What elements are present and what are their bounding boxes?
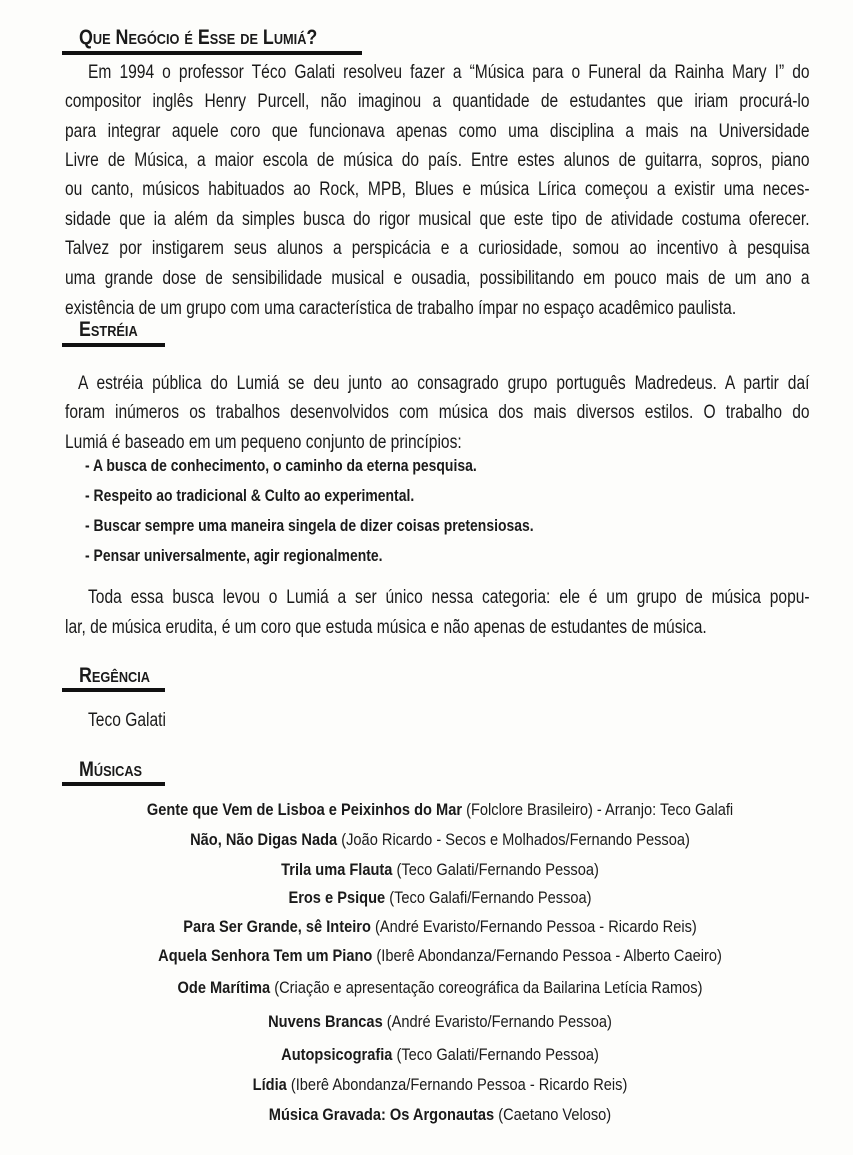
heading-underline [62, 688, 165, 692]
song-credits: (Caetano Veloso) [498, 1105, 612, 1124]
paragraph-line: para integrar aquele coro que funcionava apenas como uma disciplina a mais na Universidade [65, 121, 810, 142]
song-item [62, 1074, 819, 1096]
heading-underline [62, 51, 362, 55]
song-title: Não, Não Digas Nada [190, 830, 338, 849]
song-title: Gente que Vem de Lisboa e Peixinhos do Mar [146, 800, 463, 819]
principle-item: - Buscar sempre uma maneira singela de dizer coisas pretensiosas. [85, 516, 534, 535]
paragraph-line: foram inúmeros os trabalhos desenvolvidos com música dos mais diversos estilos. O trabalho do [65, 402, 810, 423]
song-item [62, 1104, 819, 1126]
song-title: Para Ser Grande, sê Inteiro [183, 917, 371, 936]
principle-item: - Pensar universalmente, agir regionalmente. [85, 546, 383, 565]
paragraph-line: sidade que ia além da simples busca do rigor musical que este tipo de atividade costuma oferecer. [65, 209, 810, 230]
paragraph-line: Em 1994 o professor Téco Galati resolveu fazer a “Música para o Funeral da Rainha Mary I” do [88, 62, 810, 83]
song-item [62, 799, 819, 821]
paragraph-line: Livre de Música, a maior escola de música do país. Entre estes alunos de guitarra, sopros, piano [65, 150, 810, 171]
song-item [62, 859, 819, 881]
song-title: Eros e Psique [288, 888, 386, 907]
song-credits: (Teco Galati/Fernando Pessoa) [396, 1045, 599, 1064]
principle-item: - A busca de conhecimento, o caminho da eterna pesquisa. [85, 456, 477, 475]
song-title: Aquela Senhora Tem um Piano [158, 946, 373, 965]
paragraph-line: Talvez por instigarem seus alunos a perspicácia e a curiosidade, somou ao incentivo à pesquisa [65, 238, 810, 259]
song-credits: (Teco Galafi/Fernando Pessoa) [389, 888, 592, 907]
conductor-name: Teco Galati [88, 710, 166, 731]
song-credits: (Iberê Abondanza/Fernando Pessoa - Alberto Caeiro) [376, 946, 722, 965]
song-item [62, 945, 819, 967]
heading-underline [62, 343, 165, 347]
paragraph-line: uma grande dose de sensibilidade musical e ousadia, possibilitando em pouco mais de um ano a [65, 268, 810, 289]
song-title: Música Gravada: Os Argonautas [268, 1105, 495, 1124]
paragraph-line: existência de um grupo com uma característica de trabalho ímpar no espaço acadêmico paulista. [65, 298, 737, 319]
heading-songs: Músicas [79, 758, 143, 781]
heading-underline [62, 782, 165, 786]
song-title: Autopsicografia [281, 1045, 393, 1064]
heading-about: Que Negócio é Esse de Lumiá? [79, 26, 318, 49]
song-item [62, 916, 819, 938]
heading-debut: Estréia [79, 318, 138, 341]
song-title: Lídia [252, 1075, 287, 1094]
song-item [62, 887, 819, 909]
song-credits: (André Evaristo/Fernando Pessoa - Ricardo Reis) [374, 917, 697, 936]
song-item [62, 829, 819, 851]
song-title: Nuvens Brancas [268, 1012, 383, 1031]
paragraph-line: A estréia pública do Lumiá se deu junto ao consagrado grupo português Madredeus. A partir daí [78, 373, 810, 394]
song-item [62, 1011, 819, 1033]
song-title: Trila uma Flauta [281, 860, 393, 879]
paragraph-line: compositor inglês Henry Purcell, não imaginou a quantidade de estudantes que iriam procurá-lo [65, 91, 810, 112]
song-credits: (Iberê Abondanza/Fernando Pessoa - Ricardo Reis) [290, 1075, 628, 1094]
paragraph-line: ou canto, músicos habituados ao Rock, MPB, Blues e música Lírica começou a existir uma neces- [65, 179, 810, 200]
song-title: Ode Marítima [177, 978, 271, 997]
song-credits: (João Ricardo - Secos e Molhados/Fernando Pessoa) [341, 830, 690, 849]
song-item [62, 1044, 819, 1066]
paragraph-line: Lumiá é baseado em um pequeno conjunto de princípios: [65, 432, 462, 453]
song-credits: (Teco Galati/Fernando Pessoa) [396, 860, 599, 879]
song-credits: (Criação e apresentação coreográfica da Bailarina Letícia Ramos) [274, 978, 703, 997]
heading-conducting: Regência [79, 664, 150, 687]
song-item [62, 977, 819, 999]
paragraph-line: Toda essa busca levou o Lumiá a ser único nessa categoria: ele é um grupo de música popu- [88, 587, 810, 608]
song-credits: (André Evaristo/Fernando Pessoa) [386, 1012, 612, 1031]
song-credits: (Folclore Brasileiro) - Arranjo: Teco Galafi [466, 800, 734, 819]
principle-item: - Respeito ao tradicional & Culto ao experimental. [85, 486, 415, 505]
paragraph-line: lar, de música erudita, é um coro que estuda música e não apenas de estudantes de música. [65, 617, 707, 638]
